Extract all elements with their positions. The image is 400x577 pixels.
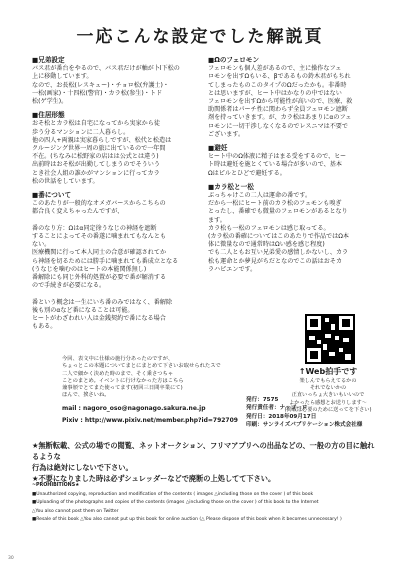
- section-line: 医療機関に行って本人同士の合意が確認されてか: [32, 249, 167, 257]
- section-line: なので、お長松(レスキュー)・チョロ松(弁護士)・: [32, 81, 169, 89]
- publisher-line: 発行：7575: [246, 397, 279, 403]
- section-line: ロモンを出すΩもいる、βであるもの鈴木君がもちれ: [208, 73, 351, 81]
- web-clap-label: ↑Web拍手です: [298, 367, 358, 376]
- section-line: このあたりが一般的なオメガバースからこちらの: [32, 200, 166, 208]
- section-line: Ωはピルとひどで避妊する。: [208, 169, 286, 177]
- section-line: 番という概念は一生にいち番のみではなく、番解除: [32, 298, 173, 306]
- page-title: 一応こんな設定でした解説頁: [76, 27, 324, 47]
- section-line: 剤を持っていきます。が、カラ松はあまりにαのフェ: [208, 114, 352, 122]
- publisher-line: 発行責任者：ナッゴーロ: [246, 405, 308, 412]
- notice-line: ことのまとめ。イベントに行けなかった方はこちら: [62, 377, 184, 384]
- pixiv-url: Pixiv : http://www.pixiv.net/member.php?id=792709: [62, 417, 238, 424]
- prohibitions-block: [32, 482, 382, 525]
- contact-info: [62, 403, 238, 427]
- section-line: 助関係者はパーチ性に関わらず全員フェロモン遮断: [208, 106, 348, 114]
- warning-line: ★不要になりました時は必ずシュレッダーなどで廃断の上処してて下さい。: [32, 474, 276, 483]
- section-line: もある。: [32, 323, 57, 331]
- prohibition-line: ■Resale of this book △You also cannot put up this book for online auction (△ Please dispose of this book when it becomes unnecessary! ): [32, 517, 342, 522]
- web-note-line: よかったら感想とお送りします～: [289, 399, 367, 406]
- prohibitions-heading: ~PROHIBITIONS★: [32, 483, 80, 488]
- section: [32, 111, 200, 186]
- section-line: てしまったものこのタイプのΩだったかも。非番時: [208, 81, 347, 89]
- section: [208, 144, 370, 178]
- section-line: 体に微量なので通常時はΩい感を感じ程度): [208, 241, 325, 249]
- prohibition-line: △You also cannot post them on Twitter: [32, 508, 119, 514]
- section-line: だから一松にヒート前のカラ松のフェモンも嗅ぎ: [208, 200, 342, 208]
- section-heading: ■カラ松と一松: [208, 182, 254, 191]
- section-line: 都合良く変えちゃったんですが、: [32, 208, 124, 216]
- section-line: ラハピエンです。: [208, 265, 257, 273]
- page-number: 30: [8, 556, 14, 561]
- section-line: ございます。: [208, 130, 245, 138]
- section-line: することによってその番遂に噛まれてもなんとも: [32, 233, 167, 241]
- section-heading: ■兄弟設定: [32, 56, 65, 64]
- warning-block: [32, 440, 377, 484]
- warning-line: 行為は絶対にしないで下さい。: [32, 463, 133, 472]
- notice-line: ほんで、挨さいね。: [62, 392, 110, 399]
- notice-line: 兼事頒でとてまた使ってます(初回三日間卒業にて): [62, 385, 183, 392]
- section-line: でも二人ともお互い兄弟愛の感情しかないし、カラ: [208, 249, 349, 257]
- section-heading: ■住居形態: [32, 111, 65, 120]
- section-line: 不在。(ちなみに松野家の店はは公式とは違う): [32, 153, 159, 161]
- section-line: バス君が番台をやるので、バス君だけが軸が卜l下松の: [32, 65, 180, 73]
- warning-line: ★無断転載、公式の場での閲覧、ネットオークション、フリマアプリへの出品などの、一般の方の目に触れるような: [32, 441, 375, 461]
- section-line: とき社会人組の誰かがマンションに行ってカラ: [32, 169, 160, 177]
- section-line: おそ松とカラ松は自宅になってから実家から徒: [32, 120, 160, 128]
- section-line: 一松(画家)・十四松(警官)・カラ松(参生)・トド: [32, 89, 163, 97]
- web-note-line: それでないかの: [309, 385, 347, 392]
- section-line: 歩う分るマンションに二人暮らし。: [32, 128, 130, 136]
- section-line: (カラ松の番確についてはこのあたりで作品ではΩ本: [208, 233, 349, 241]
- section-heading: ■Ωのフェロモン: [208, 56, 260, 64]
- section-line: 番のなり方：Ωはα同定徐うなじの神経を遮断: [32, 224, 157, 232]
- section-line: 上に移動しています。: [32, 73, 93, 81]
- section-line: 松も運命とか夢見がちだとなのでこの話はおそカ: [208, 257, 343, 265]
- section-line: (うなじを噛むのはヒートの本能関係無し): [32, 265, 147, 273]
- prohibition-line: ■Uploading of the photographs and copies of the contents (images △including those on the cover ) of this book to the Internet: [32, 500, 319, 505]
- section: [32, 56, 200, 106]
- section-line: 他の四人+両親は実家暮らしですが、松代と松造は: [32, 136, 172, 144]
- notice-line: 二人で細かく決めた時のまで、そく乗さつちゃ: [62, 370, 174, 377]
- section-line: 出前時はおそ松が出勤してしまうのでそういう: [32, 161, 160, 169]
- section-line: フェロモンも個人差があるので、主に操作なフェ: [208, 65, 342, 73]
- section-line: ない。: [32, 241, 51, 249]
- section-line: ヒートがわざわれい人は金銭契約で番になる場合: [32, 315, 166, 323]
- publication-info: [246, 396, 362, 430]
- publisher-line: 発行日：2018年09月17日: [246, 413, 317, 420]
- notice-paragraph: [62, 356, 222, 400]
- publisher-line: 印刷：サンライズパブリケーション株式会社様: [246, 422, 363, 429]
- section-line: とは思いますが、ヒート中はかなりの中ではない: [208, 89, 342, 97]
- section-line: ト時は避妊を施とくている場合が多いので、基本: [208, 161, 342, 169]
- notice-line: 今回、表文中に仕様の施行分あったのですが、: [62, 356, 174, 362]
- section-line: [32, 217, 200, 225]
- section-line: ロモンに一切干渉しなくなるのでレスニマは不要で: [208, 122, 348, 130]
- section-heading: ■避妊: [208, 144, 228, 153]
- section: [208, 183, 370, 274]
- right-column: [208, 56, 370, 279]
- left-column: [32, 56, 200, 337]
- mail-address: mail : nagoro_oso@nagonago.sakura.ne.jp: [62, 405, 206, 412]
- section-line: ヒート中のΩ体液に精子はまる受をするので、ヒー: [208, 153, 347, 161]
- prohibition-line: ■Unauthorized copying, reproduction and modification of the contents ( images △including those on the cover ) of this book: [32, 491, 314, 497]
- section: [32, 191, 200, 331]
- section-line: 松(ゲ学生)。: [32, 98, 68, 106]
- section-line: ので手続きが必要になる。: [32, 282, 106, 290]
- section-line: ら神経を切るためには勝手に噛まれても番成立となる: [32, 257, 179, 265]
- section-line: 番解除にも同じ外科的処置が必要で番が解消する: [32, 274, 167, 282]
- notice-line: ちょっとこの本題についてまとにまとめて下さいお取せられたスで: [62, 363, 221, 370]
- section-line: ぶっちゃけこの二人は運命の番です。: [208, 192, 312, 200]
- section-line: 松の世話をしています。: [32, 177, 99, 185]
- section-heading: ■番について: [32, 191, 72, 200]
- section-line: フェロモンを出すΩから可能性が高いので、医療、救: [208, 98, 353, 106]
- section: [208, 56, 370, 139]
- section-line: [32, 290, 200, 298]
- section-line: カラ松も一松のフェロモンは感じ取ってる。: [208, 224, 330, 232]
- qr-code-icon: [305, 314, 355, 364]
- section-line: とったし、番確でも微量のフェロモンがあるとなり: [208, 208, 348, 216]
- section-line: クルージング世界一周の旅に出ているので一年間: [32, 145, 166, 153]
- web-note-line: 楽しんでもらえてるかの: [299, 378, 357, 384]
- section-line: 後も別のαなど番になることは可能。: [32, 306, 134, 314]
- web-note-line: 正直いっちょ大きいもいいので: [291, 392, 365, 399]
- web-note-line: (掲載は必要のために送ってを下さい): [284, 406, 372, 413]
- section-line: ます。: [208, 216, 226, 224]
